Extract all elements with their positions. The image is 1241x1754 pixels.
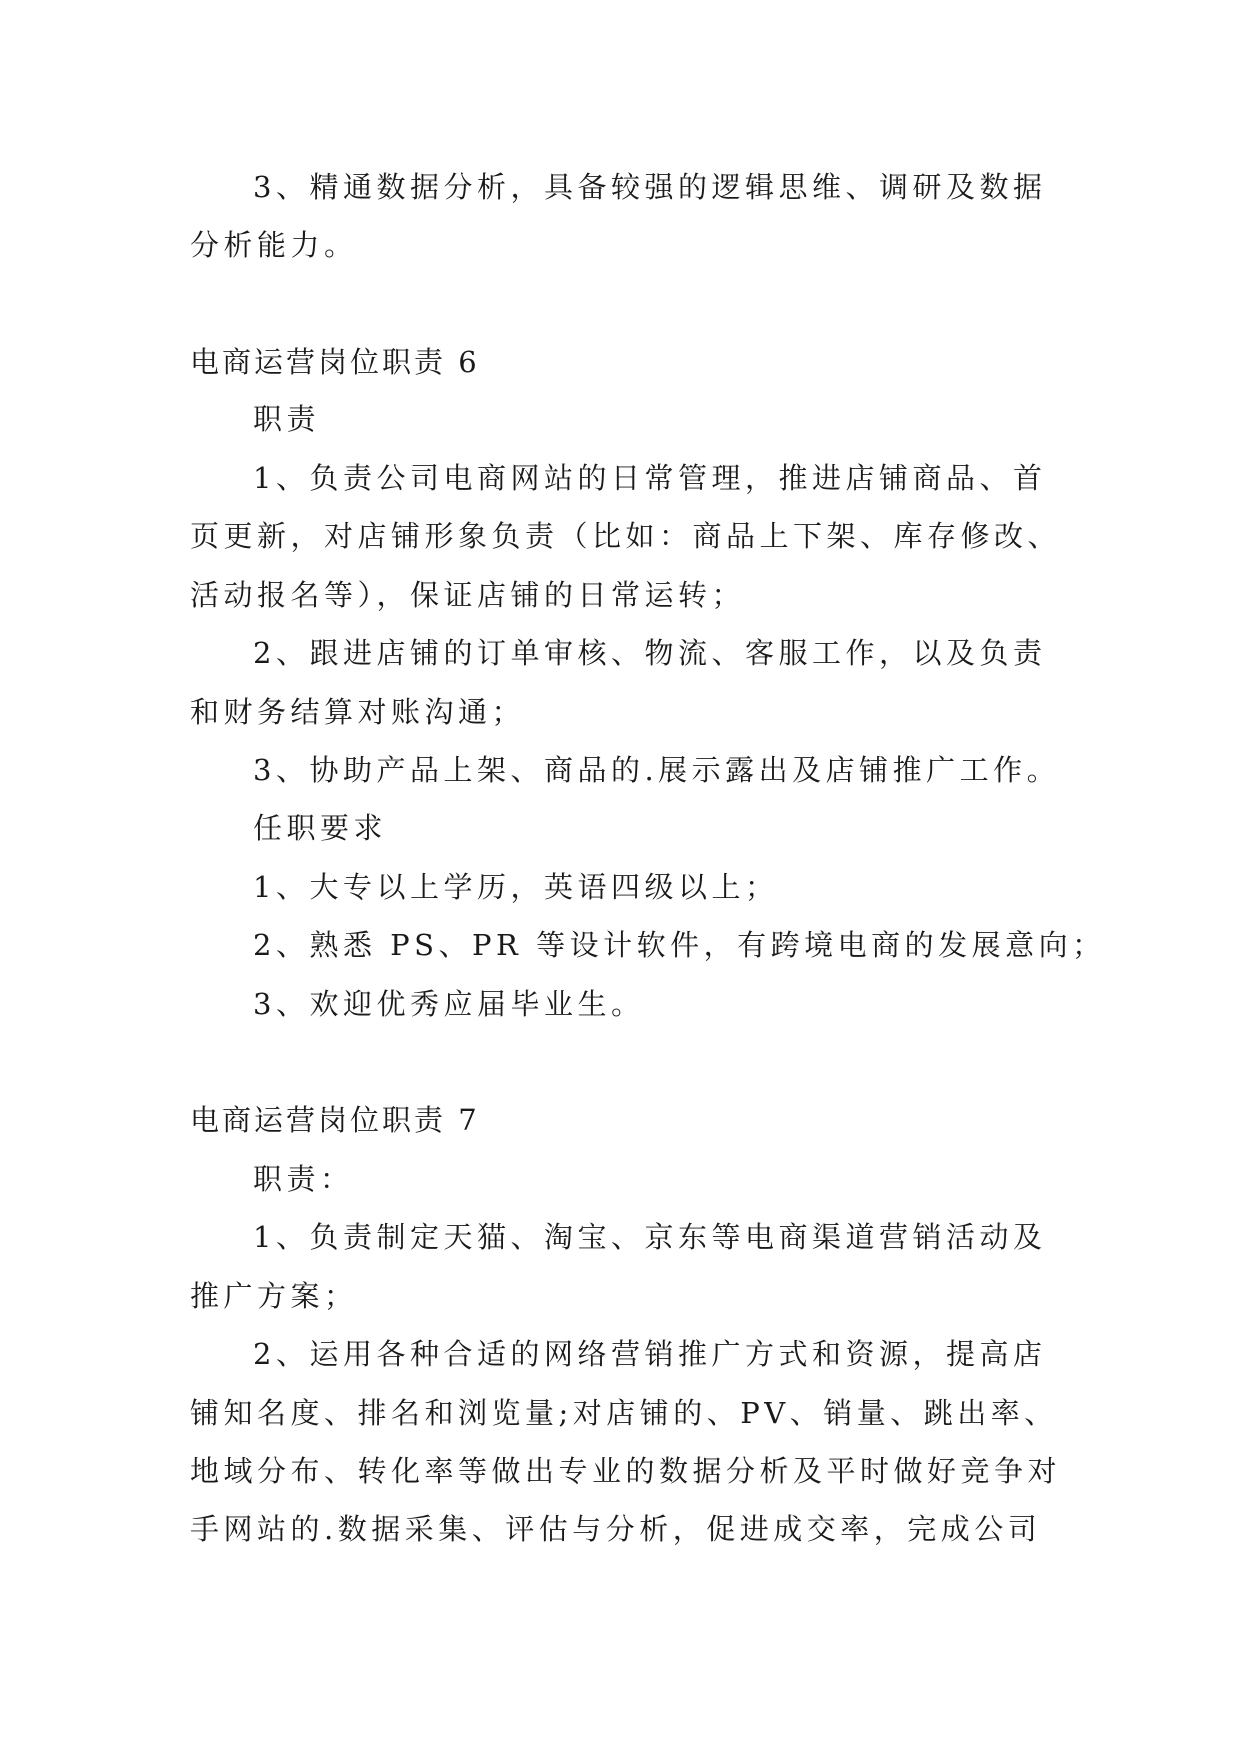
paragraph-line: 手网站的.数据采集、评估与分析，促进成交率，完成公司	[190, 1512, 1042, 1546]
paragraph-line: 页更新，对店铺形象负责（比如：商品上下架、库存修改、	[190, 519, 1062, 553]
paragraph-line: 1、负责公司电商网站的日常管理，推进店铺商品、首	[253, 461, 1047, 495]
paragraph-line: 3、欢迎优秀应届毕业生。	[253, 987, 645, 1021]
paragraph-line: 铺知名度、排名和浏览量;对店铺的、PV、销量、跳出率、	[190, 1396, 1058, 1430]
paragraph-line: 1、大专以上学历，英语四级以上；	[253, 870, 779, 904]
paragraph-line: 2、熟悉 PS、PR 等设计软件，有跨境电商的发展意向；	[253, 928, 1106, 962]
section-heading: 电商运营岗位职责 6	[190, 345, 480, 379]
paragraph-line: 3、协助产品上架、商品的.展示露出及店铺推广工作。	[253, 753, 1061, 787]
paragraph-line: 推广方案；	[190, 1279, 358, 1313]
subheading: 任职要求	[253, 811, 388, 845]
paragraph-line: 1、负责制定天猫、淘宝、京东等电商渠道营销活动及	[253, 1220, 1047, 1254]
paragraph-line: 分析能力。	[190, 228, 358, 262]
section-heading: 电商运营岗位职责 7	[190, 1103, 480, 1137]
paragraph-line: 2、运用各种合适的网络营销推广方式和资源，提高店	[253, 1337, 1047, 1371]
paragraph-line: 2、跟进店铺的订单审核、物流、客服工作，以及负责	[253, 636, 1047, 670]
paragraph-line: 活动报名等），保证店铺的日常运转；	[190, 578, 746, 612]
paragraph-line: 地域分布、转化率等做出专业的数据分析及平时做好竞争对	[190, 1454, 1062, 1488]
subheading: 职责	[253, 402, 321, 436]
subheading: 职责：	[253, 1162, 354, 1196]
paragraph-line: 和财务结算对账沟通；	[190, 695, 526, 729]
paragraph-line: 3、精通数据分析，具备较强的逻辑思维、调研及数据	[253, 170, 1047, 204]
